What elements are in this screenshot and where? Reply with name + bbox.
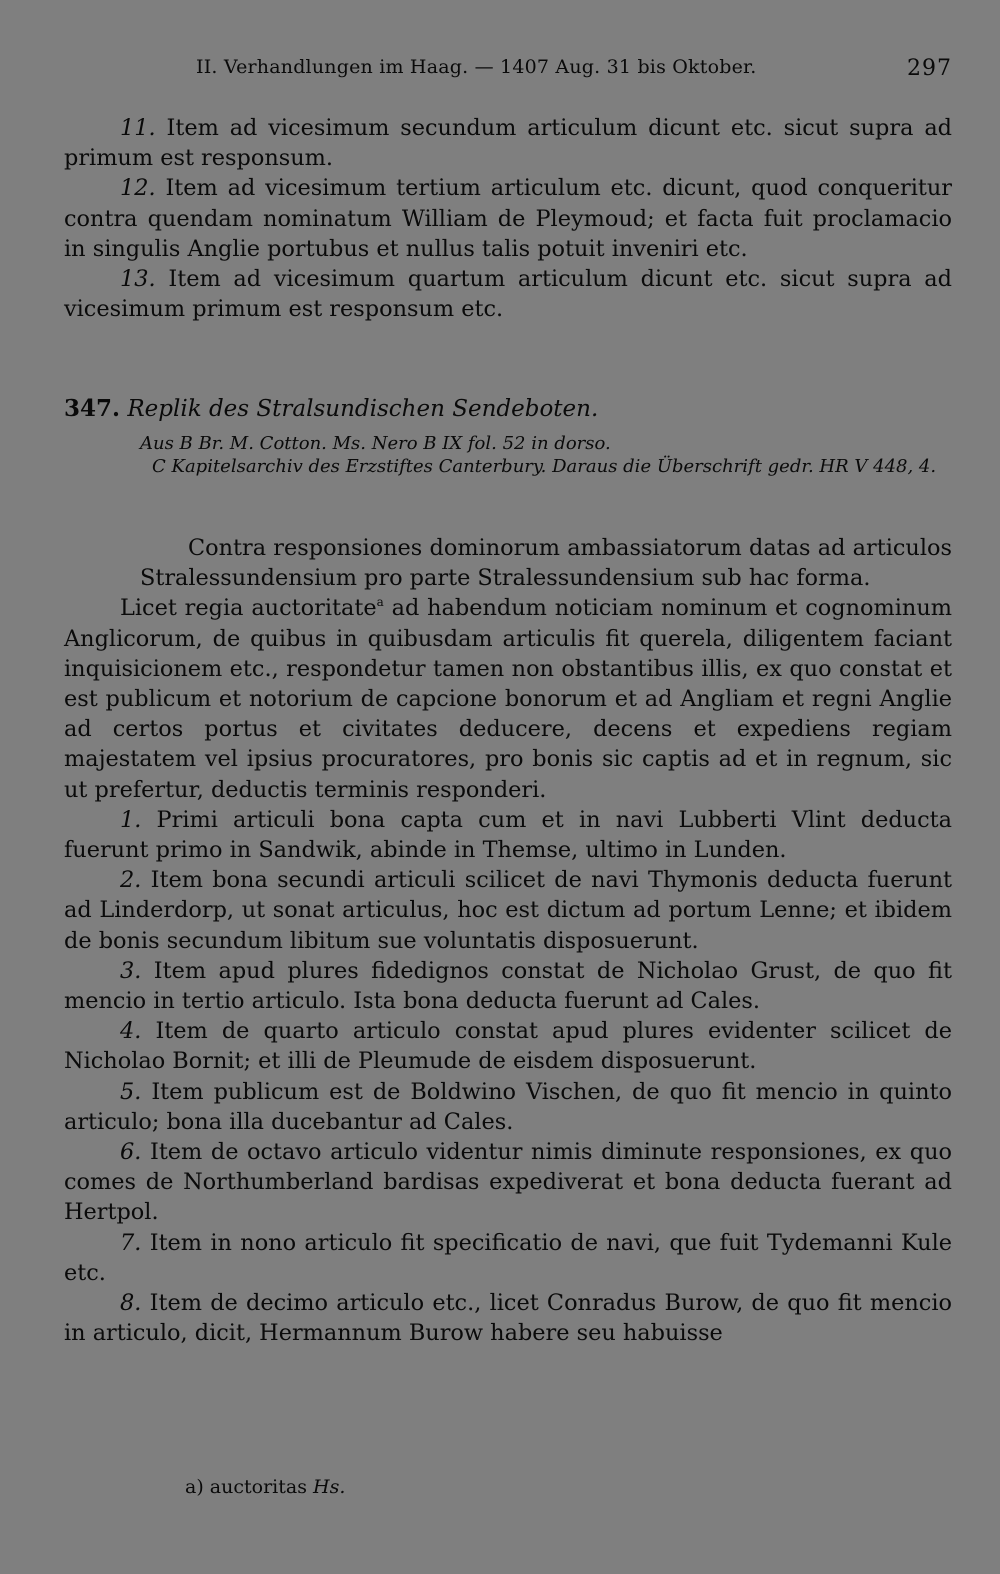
licet-paragraph: Licet regia auctoritate$^a$ ad habendum noticiam nominum et cognominum Anglicorum, de quibus in quibusdam articulis fit querela, diligentem faciant inquisicionem etc., respondetur tamen non obstantibus illis, ex quo constat et est publicum et notorium de capcione bonorum et ad Angliam et regni Anglie ad certos portus et civitates deducere, decens et expediens regiam majestatem vel ipsius procuratores, pro bonis sic captis ad et in regnum, sic ut prefertur, deductis terminis responderi.: [64, 595, 952, 803]
section-heading: [64, 394, 952, 424]
item-3: 3. Item apud plures fidedignos constat de Nicholao Grust, de quo fit mencio in tertio articulo. Ista bona deducta fuerunt ad Cales.: [64, 957, 952, 1015]
footnote-text: auctoritas: [209, 1476, 307, 1498]
top-items: [64, 113, 952, 324]
item-11: 11. Item ad vicesimum secundum articulum dicunt etc. sicut supra ad primum est responsum.: [64, 115, 952, 172]
source-note-2: C Kapitelsarchiv des Erzstiftes Canterbury. Daraus die Überschrift gedr. HR V 448, 4.: [152, 456, 937, 477]
item-6: 6. Item de octavo articulo videntur nimis diminute responsiones, ex quo comes de Northumberland bardisas expediverat et bona deducta fuerant ad Hertpol.: [64, 1139, 952, 1226]
item-4: 4. Item de quarto articulo constat apud plures evidenter scilicet de Nicholao Bornit; et illi de Pleumude de eisdem disposuerunt.: [64, 1018, 952, 1075]
running-head: II. Verhandlungen im Haag. — 1407 Aug. 31 bis Oktober.: [196, 56, 757, 78]
section-347: [64, 394, 952, 478]
source-note-1: Aus B Br. M. Cotton. Ms. Nero B IX fol. 52 in dorso.: [140, 433, 611, 454]
item-5: 5. Item publicum est de Boldwino Vischen, de quo fit mencio in quinto articulo; bona illa ducebantur ad Cales.: [64, 1078, 952, 1135]
footnote: [185, 1474, 345, 1500]
item-8: 8. Item de decimo articulo etc., licet Conradus Burow, de quo fit mencio in articulo, dicit, Hermannum Burow habere seu habuisse: [64, 1290, 952, 1347]
footnote-mark: a): [185, 1476, 204, 1498]
item-12: 12. Item ad vicesimum tertium articulum etc. dicunt, quod conqueritur contra quendam nominatum William de Pleymoud; et facta fuit proclamacio in singulis Anglie portubus et nullus talis potuit inveniri etc.: [64, 175, 952, 262]
section-number: 347.: [64, 395, 121, 422]
intro-paragraph: Contra responsiones dominorum ambassiatorum datas ad articulos Stralessundensium pro parte Stralessundensium sub hac forma.: [140, 535, 952, 592]
item-13: 13. Item ad vicesimum quartum articulum dicunt etc. sicut supra ad vicesimum primum est responsum etc.: [64, 266, 952, 323]
footnote-source: Hs.: [313, 1476, 346, 1498]
main-text: [64, 533, 952, 1348]
item-1: 1. Primi articuli bona capta cum et in navi Lubberti Vlint deducta fuerunt primo in Sandwik, abinde in Themse, ultimo in Lunden.: [64, 806, 952, 864]
item-7: 7. Item in nono articulo fit specificatio de navi, que fuit Tydemanni Kule etc.: [64, 1229, 953, 1286]
page-number: 297: [907, 56, 952, 81]
footnote-marker: a: [376, 595, 384, 610]
section-title: Replik des Stralsundischen Sendeboten.: [127, 396, 599, 422]
page-header: [196, 56, 952, 86]
item-2: 2. Item bona secundi articuli scilicet de navi Thymonis deducta fuerunt ad Linderdorp, ut sonat articulus, hoc est dictum ad portum Lenne; et ibidem de bonis secundum libitum sue voluntatis disposuerunt.: [64, 867, 952, 954]
